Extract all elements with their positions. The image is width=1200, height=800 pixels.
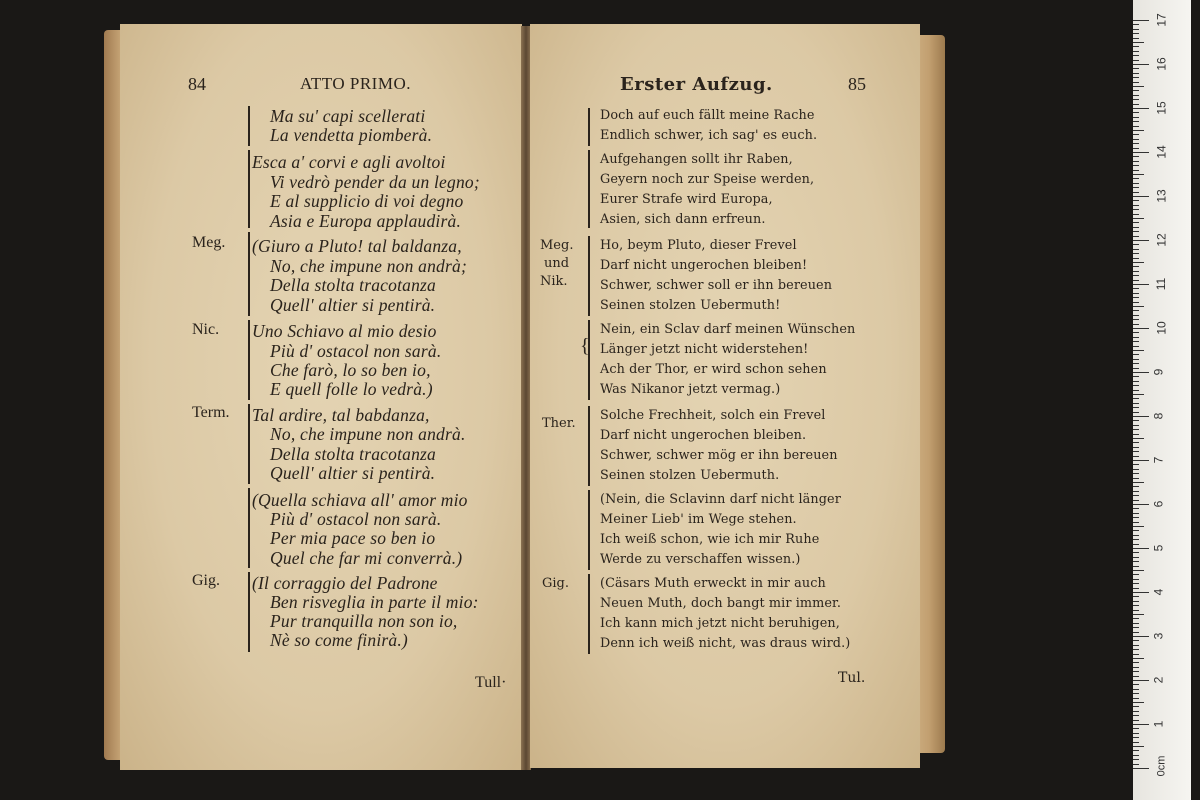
ruler-tick: [1133, 544, 1139, 545]
ruler-tick: [1133, 711, 1139, 712]
ruler-tick: [1133, 174, 1144, 175]
speaker-label: Gig.: [542, 576, 569, 591]
ruler-tick: [1133, 200, 1139, 201]
verse-line: Della stolta tracotanza: [270, 444, 436, 464]
ruler-tick: [1133, 530, 1139, 531]
speaker-label: Nic.: [192, 321, 220, 338]
verse-line: Vi vedrò pender da un legno;: [270, 172, 480, 192]
speaker-label: Gig.: [192, 572, 220, 589]
ruler-tick: [1133, 451, 1139, 452]
ruler-tick: [1133, 662, 1139, 663]
ruler-tick: [1133, 143, 1139, 144]
ruler-tick: [1133, 764, 1139, 765]
ruler-number: 6: [1151, 500, 1166, 508]
ruler-tick: [1133, 720, 1139, 721]
ruler-tick: [1133, 82, 1139, 83]
verse-line: Ben risveglia in parte il mio:: [270, 592, 479, 612]
ruler-tick: [1133, 152, 1149, 153]
right-running-head: Erster Aufzug.: [620, 74, 773, 95]
ruler-tick: [1133, 552, 1139, 553]
ruler-tick: [1133, 253, 1139, 254]
ruler-tick: [1133, 456, 1139, 457]
verse-line: No, che impune non andrà;: [270, 256, 467, 276]
verse-bar: [588, 574, 590, 654]
ruler-tick: [1133, 504, 1149, 505]
ruler-tick: [1133, 332, 1139, 333]
verse-line: (Quella schiava all' amor mio: [252, 490, 468, 510]
speaker-label: Ther.: [542, 416, 576, 431]
ruler-tick: [1133, 275, 1139, 276]
ruler-number: 11: [1154, 277, 1169, 291]
ruler-tick: [1133, 654, 1139, 655]
ruler-tick: [1133, 601, 1139, 602]
ruler-number: 8: [1151, 412, 1166, 420]
verse-line: Denn ich weiß nicht, was draus wird.): [600, 636, 851, 651]
ruler-tick: [1133, 706, 1139, 707]
ruler-tick: [1133, 231, 1139, 232]
ruler-tick: [1133, 130, 1144, 131]
ruler-tick: [1133, 108, 1149, 109]
ruler-tick: [1133, 46, 1139, 47]
ruler-tick: [1133, 315, 1139, 316]
verse-line: Aufgehangen sollt ihr Raben,: [600, 152, 793, 167]
ruler-tick: [1133, 702, 1144, 703]
ruler-tick: [1133, 495, 1139, 496]
ruler-tick: [1133, 442, 1139, 443]
ruler-tick: [1133, 667, 1139, 668]
verse-line: Ich kann mich jetzt nicht beruhigen,: [600, 616, 840, 631]
verse-bar: [588, 108, 590, 146]
verse-line: E al supplicio di voi degno: [270, 191, 464, 211]
ruler-tick: [1133, 368, 1139, 369]
verse-line: Schwer, schwer soll er ihn bereuen: [600, 278, 833, 293]
ruler-tick: [1133, 192, 1139, 193]
ruler-tick: [1133, 112, 1139, 113]
brace-mark: {: [580, 335, 590, 357]
ruler-tick: [1133, 464, 1139, 465]
ruler-tick: [1133, 447, 1139, 448]
ruler-tick: [1133, 508, 1139, 509]
ruler-tick: [1133, 218, 1144, 219]
right-page-number: 85: [848, 74, 866, 94]
verse-line: Länger jetzt nicht widerstehen!: [600, 342, 809, 357]
ruler-tick: [1133, 570, 1144, 571]
speaker-label: Meg.: [192, 234, 226, 251]
speaker-label: Meg.: [540, 238, 574, 253]
ruler-number: 16: [1154, 57, 1169, 71]
verse-line: Seinen stolzen Uebermuth.: [600, 468, 780, 483]
ruler-tick: [1133, 623, 1139, 624]
ruler-tick: [1133, 539, 1139, 540]
ruler-tick: [1133, 588, 1139, 589]
verse-line: Esca a' corvi e agli avoltoi: [252, 152, 446, 172]
ruler-tick: [1133, 526, 1144, 527]
ruler-number: 14: [1154, 145, 1169, 159]
ruler-tick: [1133, 29, 1139, 30]
verse-line: Geyern noch zur Speise werden,: [600, 172, 815, 187]
verse-line: Per mia pace so ben io: [270, 528, 436, 548]
ruler-tick: [1133, 517, 1139, 518]
catchword: Tul.: [838, 670, 866, 686]
verse-line: Che farò, lo so ben io,: [270, 360, 431, 380]
verse-line: Darf nicht ungerochen bleiben.: [600, 428, 807, 443]
ruler-tick: [1133, 363, 1139, 364]
verse-line: Solche Frechheit, solch ein Frevel: [600, 408, 826, 423]
ruler-tick: [1133, 579, 1139, 580]
ruler-tick: [1133, 284, 1149, 285]
ruler-tick: [1133, 372, 1149, 373]
ruler-tick: [1133, 676, 1139, 677]
verse-line: Della stolta tracotanza: [270, 275, 436, 295]
ruler-tick: [1133, 733, 1139, 734]
ruler-number: 10: [1154, 321, 1169, 335]
verse-line: Ach der Thor, er wird schon sehen: [600, 362, 827, 377]
ruler-tick: [1133, 390, 1139, 391]
ruler-tick: [1133, 95, 1139, 96]
verse-line: Nè so come finirà.): [270, 630, 408, 650]
ruler-tick: [1133, 240, 1149, 241]
verse-bar: [588, 320, 590, 400]
ruler-tick: [1133, 354, 1139, 355]
ruler-tick: [1133, 640, 1139, 641]
ruler-tick: [1133, 627, 1139, 628]
verse-bar: [248, 488, 250, 568]
ruler-tick: [1133, 407, 1139, 408]
ruler-tick: [1133, 500, 1139, 501]
ruler-tick: [1133, 324, 1139, 325]
ruler-tick: [1133, 117, 1139, 118]
ruler-number: 4: [1151, 588, 1166, 596]
ruler-number: 2: [1151, 676, 1166, 684]
ruler-tick: [1133, 306, 1144, 307]
ruler-tick: [1133, 403, 1139, 404]
ruler-tick: [1133, 68, 1139, 69]
ruler-tick: [1133, 759, 1139, 760]
ruler-tick: [1133, 55, 1139, 56]
ruler-tick: [1133, 522, 1139, 523]
ruler-tick: [1133, 77, 1139, 78]
ruler-tick: [1133, 574, 1139, 575]
ruler-tick: [1133, 86, 1144, 87]
ruler-tick: [1133, 126, 1139, 127]
ruler-tick: [1133, 280, 1139, 281]
ruler-number: 3: [1151, 632, 1166, 640]
verse-line: Eurer Strafe wird Europa,: [600, 192, 773, 207]
ruler-tick: [1133, 429, 1139, 430]
ruler-tick: [1133, 148, 1139, 149]
ruler-tick: [1133, 183, 1139, 184]
ruler-tick: [1133, 302, 1139, 303]
ruler-tick: [1133, 636, 1149, 637]
ruler-tick: [1133, 249, 1139, 250]
verse-line: Quel che far mi converrà.): [270, 548, 463, 568]
ruler-tick: [1133, 262, 1144, 263]
ruler-tick: [1133, 187, 1139, 188]
ruler-tick: [1133, 398, 1139, 399]
ruler-tick: [1133, 385, 1139, 386]
ruler-tick: [1133, 319, 1139, 320]
verse-line: Doch auf euch fällt meine Rache: [600, 108, 815, 123]
verse-line: Seinen stolzen Uebermuth!: [600, 298, 781, 313]
ruler-tick: [1133, 535, 1139, 536]
ruler-tick: [1133, 350, 1144, 351]
ruler-tick: [1133, 60, 1139, 61]
verse-line: Ich weiß schon, wie ich mir Ruhe: [600, 532, 820, 547]
verse-line: Ho, beym Pluto, dieser Frevel: [600, 238, 797, 253]
ruler-tick: [1133, 156, 1139, 157]
ruler-tick: [1133, 376, 1139, 377]
ruler-tick: [1133, 649, 1139, 650]
verse-bar: [588, 150, 590, 228]
ruler-tick: [1133, 209, 1139, 210]
ruler-tick: [1133, 632, 1139, 633]
ruler-tick: [1133, 214, 1139, 215]
ruler-tick: [1133, 473, 1139, 474]
verse-line: Nein, ein Sclav darf meinen Wünschen: [600, 322, 856, 337]
ruler-tick: [1133, 491, 1139, 492]
ruler-number: 7: [1151, 456, 1166, 464]
verse-bar: [248, 232, 250, 316]
ruler-tick: [1133, 513, 1139, 514]
ruler-tick: [1133, 121, 1139, 122]
ruler-tick: [1133, 728, 1139, 729]
verse-line: Neuen Muth, doch bangt mir immer.: [600, 596, 842, 611]
verse-bar: [248, 572, 250, 652]
ruler-tick: [1133, 73, 1139, 74]
ruler-tick: [1133, 134, 1139, 135]
ruler-number: 12: [1154, 233, 1169, 247]
ruler-tick: [1133, 755, 1139, 756]
ruler-tick: [1133, 341, 1139, 342]
verse-line: Uno Schiavo al mio desio: [252, 321, 437, 341]
ruler-tick: [1133, 20, 1149, 21]
ruler-tick: [1133, 438, 1144, 439]
ruler-tick: [1133, 139, 1139, 140]
ruler-tick: [1133, 297, 1139, 298]
verse-line: Più d' ostacol non sarà.: [270, 341, 442, 361]
ruler-tick: [1133, 416, 1149, 417]
ruler-tick: [1133, 337, 1139, 338]
left-running-head: ATTO PRIMO.: [300, 74, 411, 93]
speaker-label: Term.: [192, 404, 230, 421]
ruler-tick: [1133, 698, 1139, 699]
ruler-number: 9: [1151, 368, 1166, 376]
ruler-tick: [1133, 381, 1139, 382]
ruler-tick: [1133, 394, 1144, 395]
ruler-tick: [1133, 271, 1139, 272]
verse-line: Più d' ostacol non sarà.: [270, 509, 442, 529]
verse-bar: [248, 320, 250, 400]
ruler-tick: [1133, 64, 1149, 65]
ruler-tick: [1133, 420, 1139, 421]
ruler-tick: [1133, 680, 1149, 681]
ruler-tick: [1133, 566, 1139, 567]
ruler-tick: [1133, 288, 1139, 289]
ruler-number: 17: [1154, 13, 1169, 27]
ruler-tick: [1133, 412, 1139, 413]
verse-bar: [248, 106, 250, 146]
left-page: [120, 24, 522, 770]
speaker-label: und: [544, 256, 570, 271]
verse-line: (Giuro a Pluto! tal baldanza,: [252, 236, 462, 256]
verse-line: Darf nicht ungerochen bleiben!: [600, 258, 808, 273]
ruler-tick: [1133, 165, 1139, 166]
ruler-tick: [1133, 548, 1149, 549]
ruler-tick: [1133, 346, 1139, 347]
ruler-number: 13: [1154, 189, 1169, 203]
ruler-tick: [1133, 746, 1144, 747]
verse-line: Endlich schwer, ich sag' es euch.: [600, 128, 818, 143]
ruler-tick: [1133, 583, 1139, 584]
verse-bar: [588, 236, 590, 316]
ruler-number: 15: [1154, 101, 1169, 115]
verse-line: Asien, sich dann erfreun.: [600, 212, 766, 227]
ruler-number: 5: [1151, 544, 1166, 552]
right-page: [530, 24, 920, 768]
speaker-label: Nik.: [540, 274, 568, 289]
ruler-number: 1: [1151, 720, 1166, 728]
ruler-tick: [1133, 605, 1139, 606]
ruler-tick: [1133, 104, 1139, 105]
ruler-tick: [1133, 715, 1139, 716]
left-page-number: 84: [188, 74, 206, 94]
ruler-tick: [1133, 178, 1139, 179]
ruler-tick: [1133, 51, 1139, 52]
ruler-tick: [1133, 266, 1139, 267]
ruler-tick: [1133, 90, 1139, 91]
verse-line: (Nein, die Sclavinn darf nicht länger: [600, 492, 841, 507]
catchword: Tull·: [475, 674, 507, 691]
verse-line: Quell' altier si pentirà.: [270, 295, 436, 315]
verse-bar: [588, 490, 590, 570]
verse-line: Quell' altier si pentirà.: [270, 463, 436, 483]
verse-line: E quell folle lo vedrà.): [270, 379, 433, 399]
verse-line: Tal ardire, tal babdanza,: [252, 405, 430, 425]
ruler-tick: [1133, 684, 1139, 685]
verse-line: (Cäsars Muth erweckt in mir auch: [600, 576, 826, 591]
verse-line: La vendetta piomberà.: [270, 125, 433, 145]
ruler-tick: [1133, 196, 1149, 197]
ruler-tick: [1133, 689, 1139, 690]
ruler-tick: [1133, 768, 1149, 769]
ruler-tick: [1133, 561, 1139, 562]
ruler-tick: [1133, 460, 1149, 461]
ruler-tick: [1133, 170, 1139, 171]
ruler-tick: [1133, 478, 1139, 479]
ruler-tick: [1133, 161, 1139, 162]
ruler-tick: [1133, 328, 1149, 329]
ruler-tick: [1133, 38, 1139, 39]
verse-line: Pur tranquilla non son io,: [270, 611, 458, 631]
ruler-tick: [1133, 425, 1139, 426]
ruler-tick: [1133, 658, 1144, 659]
ruler-tick: [1133, 205, 1139, 206]
verse-line: Asia e Europa applaudirà.: [270, 211, 462, 231]
ruler-tick: [1133, 99, 1139, 100]
ruler-tick: [1133, 614, 1144, 615]
ruler-tick: [1133, 750, 1139, 751]
ruler-tick: [1133, 244, 1139, 245]
ruler-tick: [1133, 42, 1144, 43]
ruler-tick: [1133, 469, 1139, 470]
ruler-tick: [1133, 610, 1139, 611]
ruler-tick: [1133, 236, 1139, 237]
ruler-tick: [1133, 592, 1149, 593]
ruler-unit-label: 0cm: [1155, 755, 1168, 777]
ruler-tick: [1133, 293, 1139, 294]
ruler-tick: [1133, 227, 1139, 228]
verse-line: Ma su' capi scellerati: [270, 106, 426, 126]
ruler-tick: [1133, 33, 1139, 34]
ruler-tick: [1133, 482, 1144, 483]
measuring-ruler: [1133, 0, 1191, 800]
ruler-tick: [1133, 742, 1139, 743]
ruler-tick: [1133, 618, 1139, 619]
ruler-tick: [1133, 693, 1139, 694]
ruler-tick: [1133, 724, 1149, 725]
ruler-tick: [1133, 737, 1139, 738]
verse-bar: [588, 406, 590, 486]
verse-line: No, che impune non andrà.: [270, 424, 466, 444]
ruler-tick: [1133, 434, 1139, 435]
verse-bar: [248, 150, 250, 228]
ruler-tick: [1133, 359, 1139, 360]
ruler-tick: [1133, 222, 1139, 223]
verse-line: Schwer, schwer mög er ihn bereuen: [600, 448, 838, 463]
verse-line: Meiner Lieb' im Wege stehen.: [600, 512, 797, 527]
verse-line: Werde zu verschaffen wissen.): [600, 552, 801, 567]
verse-bar: [248, 404, 250, 484]
ruler-tick: [1133, 486, 1139, 487]
ruler-tick: [1133, 310, 1139, 311]
ruler-tick: [1133, 596, 1139, 597]
ruler-tick: [1133, 24, 1139, 25]
ruler-tick: [1133, 645, 1139, 646]
verse-line: Was Nikanor jetzt vermag.): [600, 382, 781, 397]
ruler-tick: [1133, 557, 1139, 558]
ruler-tick: [1133, 671, 1139, 672]
verse-line: (Il corraggio del Padrone: [252, 573, 438, 593]
ruler-tick: [1133, 258, 1139, 259]
